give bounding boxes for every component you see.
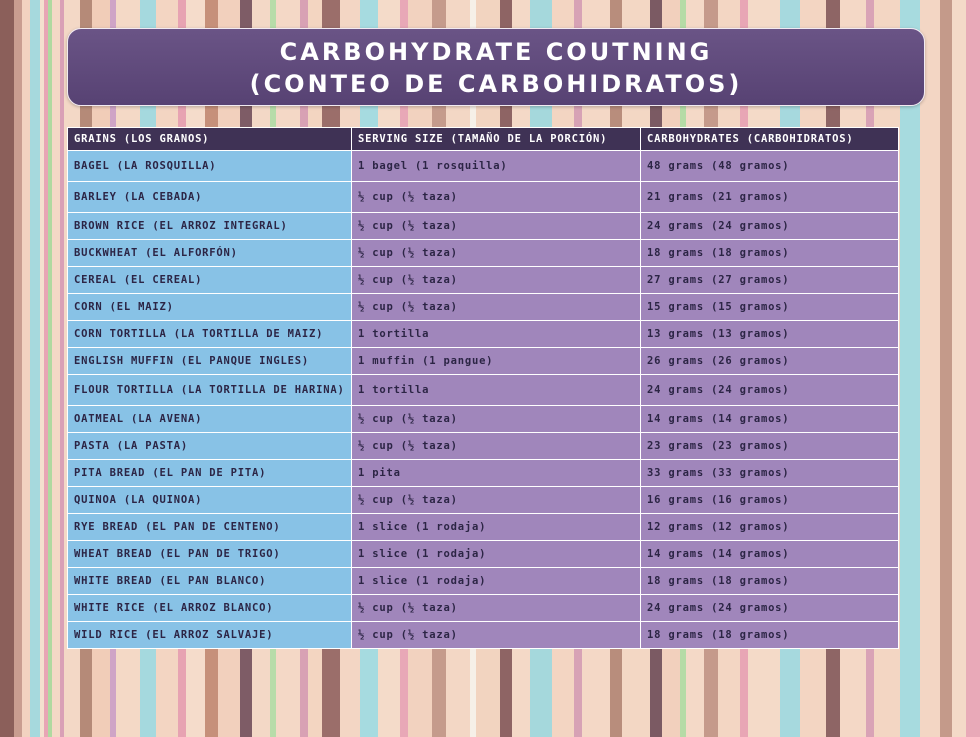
grain-cell: RYE BREAD (EL PAN DE CENTENO) [68, 514, 352, 541]
carbs-cell: 16 grams (16 gramos) [641, 487, 899, 514]
grain-cell: FLOUR TORTILLA (LA TORTILLA DE HARINA) [68, 375, 352, 406]
carbs-cell: 27 grams (27 gramos) [641, 267, 899, 294]
serving-cell: 1 slice (1 rodaja) [352, 514, 641, 541]
header-serving-size: SERVING SIZE (TAMAÑO DE LA PORCIÓN) [352, 128, 641, 151]
grain-cell: BAGEL (LA ROSQUILLA) [68, 151, 352, 182]
serving-cell: ½ cup (½ taza) [352, 267, 641, 294]
table-header-row [68, 128, 899, 151]
carbs-cell: 21 grams (21 gramos) [641, 182, 899, 213]
table-row [68, 568, 899, 595]
table-row [68, 182, 899, 213]
serving-cell: ½ cup (½ taza) [352, 622, 641, 649]
grain-cell: CORN TORTILLA (LA TORTILLA DE MAIZ) [68, 321, 352, 348]
serving-cell: 1 pita [352, 460, 641, 487]
grain-cell: WILD RICE (EL ARROZ SALVAJE) [68, 622, 352, 649]
serving-cell: 1 bagel (1 rosquilla) [352, 151, 641, 182]
carbohydrate-table [67, 127, 899, 649]
grain-cell: OATMEAL (LA AVENA) [68, 406, 352, 433]
title-banner [67, 28, 925, 106]
serving-cell: 1 slice (1 rodaja) [352, 568, 641, 595]
serving-cell: ½ cup (½ taza) [352, 182, 641, 213]
table-row [68, 294, 899, 321]
grain-cell: BUCKWHEAT (EL ALFORFÓN) [68, 240, 352, 267]
carbs-cell: 23 grams (23 gramos) [641, 433, 899, 460]
table-row [68, 595, 899, 622]
table-row [68, 433, 899, 460]
grain-cell: QUINOA (LA QUINOA) [68, 487, 352, 514]
carbs-cell: 18 grams (18 gramos) [641, 622, 899, 649]
serving-cell: ½ cup (½ taza) [352, 487, 641, 514]
page-subtitle: (CONTEO DE CARBOHIDRATOS) [249, 70, 743, 98]
carbs-cell: 15 grams (15 gramos) [641, 294, 899, 321]
grain-cell: BARLEY (LA CEBADA) [68, 182, 352, 213]
table-row [68, 487, 899, 514]
table-row [68, 213, 899, 240]
carbs-cell: 12 grams (12 gramos) [641, 514, 899, 541]
grain-cell: BROWN RICE (EL ARROZ INTEGRAL) [68, 213, 352, 240]
header-carbohydrates: CARBOHYDRATES (CARBOHIDRATOS) [641, 128, 899, 151]
carbs-cell: 24 grams (24 gramos) [641, 375, 899, 406]
table-row [68, 375, 899, 406]
carbs-cell: 24 grams (24 gramos) [641, 595, 899, 622]
carbs-cell: 26 grams (26 gramos) [641, 348, 899, 375]
table-row [68, 406, 899, 433]
serving-cell: 1 slice (1 rodaja) [352, 541, 641, 568]
table-row [68, 514, 899, 541]
table-row [68, 348, 899, 375]
serving-cell: ½ cup (½ taza) [352, 213, 641, 240]
serving-cell: ½ cup (½ taza) [352, 406, 641, 433]
grain-cell: WHITE RICE (EL ARROZ BLANCO) [68, 595, 352, 622]
grain-cell: PASTA (LA PASTA) [68, 433, 352, 460]
carbs-cell: 14 grams (14 gramos) [641, 406, 899, 433]
serving-cell: 1 muffin (1 pangue) [352, 348, 641, 375]
serving-cell: ½ cup (½ taza) [352, 294, 641, 321]
carbs-cell: 18 grams (18 gramos) [641, 240, 899, 267]
grain-cell: CORN (EL MAIZ) [68, 294, 352, 321]
table-row [68, 541, 899, 568]
carbs-cell: 48 grams (48 gramos) [641, 151, 899, 182]
carbs-cell: 18 grams (18 gramos) [641, 568, 899, 595]
table-row [68, 321, 899, 348]
carbs-cell: 13 grams (13 gramos) [641, 321, 899, 348]
header-grains: GRAINS (LOS GRANOS) [68, 128, 352, 151]
grain-cell: CEREAL (EL CEREAL) [68, 267, 352, 294]
table-row [68, 460, 899, 487]
serving-cell: ½ cup (½ taza) [352, 433, 641, 460]
table-row [68, 151, 899, 182]
table-row [68, 267, 899, 294]
carbs-cell: 14 grams (14 gramos) [641, 541, 899, 568]
serving-cell: ½ cup (½ taza) [352, 595, 641, 622]
grain-cell: ENGLISH MUFFIN (EL PANQUE INGLES) [68, 348, 352, 375]
serving-cell: 1 tortilla [352, 321, 641, 348]
serving-cell: ½ cup (½ taza) [352, 240, 641, 267]
table-row [68, 240, 899, 267]
grain-cell: WHEAT BREAD (EL PAN DE TRIGO) [68, 541, 352, 568]
grain-cell: PITA BREAD (EL PAN DE PITA) [68, 460, 352, 487]
grain-cell: WHITE BREAD (EL PAN BLANCO) [68, 568, 352, 595]
carbs-cell: 24 grams (24 gramos) [641, 213, 899, 240]
carbs-cell: 33 grams (33 gramos) [641, 460, 899, 487]
serving-cell: 1 tortilla [352, 375, 641, 406]
page-title: CARBOHYDRATE COUTNING [279, 38, 713, 66]
table-row [68, 622, 899, 649]
